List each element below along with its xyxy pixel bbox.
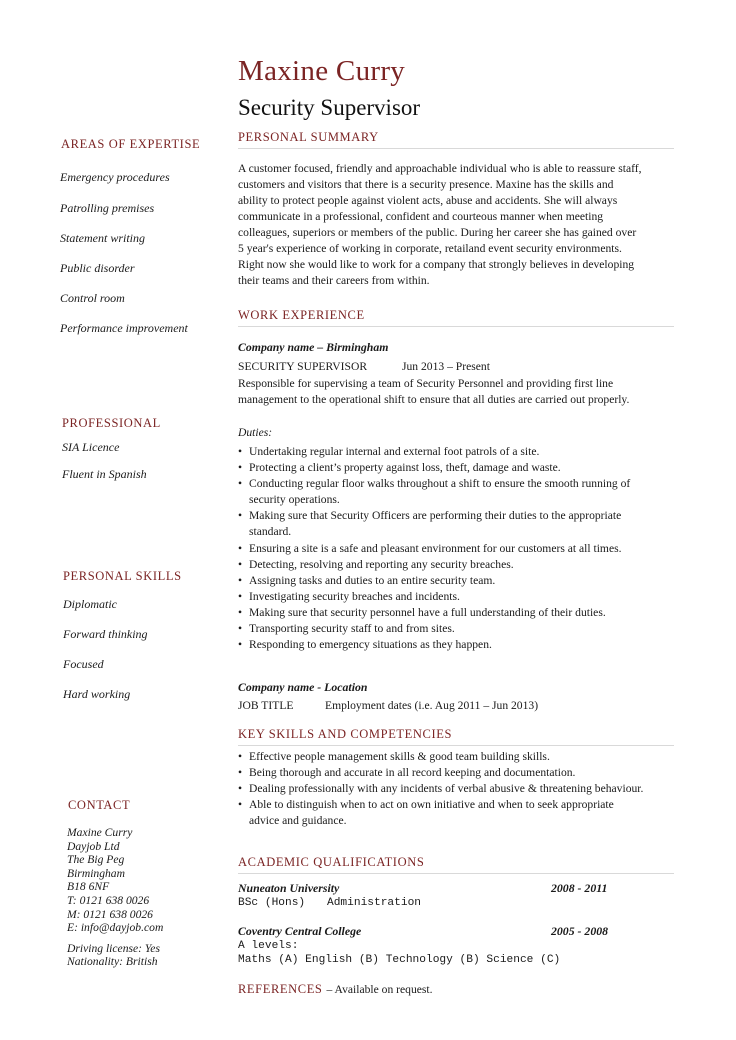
contact-line: B18 6NF [67, 880, 110, 894]
key-skills-heading: KEY SKILLS AND COMPETENCIES [238, 727, 453, 741]
job1-dates: Jun 2013 – Present [402, 360, 490, 373]
candidate-title: Security Supervisor [238, 95, 421, 120]
list-item: • Assigning tasks and duties to an entire security team. [238, 573, 678, 589]
list-item: • Being thorough and accurate in all record keeping and documentation. [238, 765, 678, 781]
college-name: Coventry Central College [238, 924, 362, 938]
key-skills-list [238, 749, 678, 829]
job1-company: Company name – Birmingham [238, 340, 389, 354]
list-item: • Making sure that Security Officers are performing their duties to the appropriate standard. [238, 508, 678, 540]
skill-item: Forward thinking [63, 627, 148, 641]
a-levels-label: A levels: [238, 940, 299, 952]
list-item: • Investigating security breaches and incidents. [238, 589, 678, 605]
summary-text [238, 161, 668, 289]
expertise-item: Public disorder [60, 261, 135, 275]
list-item: • Able to distinguish when to act on own initiative and when to seek appropriate advice and guidance. [238, 797, 678, 829]
references-heading: REFERENCES [238, 982, 323, 996]
contact-phone: T: 0121 638 0026 [67, 893, 150, 907]
university-subject: Administration [327, 897, 421, 909]
contact-mobile: M: 0121 638 0026 [67, 907, 153, 921]
driving-license: Driving license: Yes [67, 941, 160, 955]
divider [238, 326, 674, 327]
summary-line: their teams and their careers from within. [238, 274, 430, 287]
university-degree: BSc (Hons) [238, 897, 306, 909]
candidate-name: Maxine Curry [238, 55, 406, 87]
summary-line: Right now she would like to work for a company that strongly believes in developing [238, 258, 635, 271]
divider [238, 873, 674, 874]
contact-line: Birmingham [67, 866, 125, 880]
job2-role: JOB TITLE [238, 699, 294, 712]
academic-heading: ACADEMIC QUALIFICATIONS [238, 855, 425, 869]
list-item: • Transporting security staff to and from sites. [238, 621, 678, 637]
expertise-heading: AREAS OF EXPERTISE [61, 137, 201, 151]
job1-description [238, 376, 668, 408]
professional-item: Fluent in Spanish [62, 467, 147, 481]
list-item: • Detecting, resolving and reporting any security breaches. [238, 557, 678, 573]
job1-role: SECURITY SUPERVISOR [238, 360, 368, 373]
work-experience-heading: WORK EXPERIENCE [238, 308, 365, 322]
references-text: – Available on request. [326, 983, 433, 996]
skill-item: Diplomatic [63, 597, 117, 611]
job2-company: Company name - Location [238, 680, 368, 694]
list-item: • Dealing professionally with any incidents of verbal abusive & threatening behaviour. [238, 781, 678, 797]
summary-line: customers and visitors that there is a security presence. Maxine has the skills and [238, 178, 614, 191]
university-years: 2008 - 2011 [551, 881, 608, 895]
skill-item: Focused [63, 657, 104, 671]
summary-heading: PERSONAL SUMMARY [238, 130, 379, 144]
nationality: Nationality: British [67, 955, 158, 969]
list-item: • Conducting regular floor walks throughout a shift to ensure the smooth running of security operations. [238, 476, 678, 508]
list-item: • Protecting a client’s property against loss, theft, damage and waste. [238, 460, 678, 476]
list-item: • Making sure that security personnel have a full understanding of their duties. [238, 605, 678, 621]
expertise-item: Performance improvement [60, 321, 188, 335]
a-levels-subjects: Maths (A) English (B) Technology (B) Science (C) [238, 954, 561, 966]
list-item: • Undertaking regular internal and external foot patrols of a site. [238, 444, 678, 460]
summary-line: colleagues, superiors or members of the public. During her career she has gained over [238, 226, 637, 239]
contact-line: Dayjob Ltd [67, 839, 120, 853]
contact-line: The Big Peg [67, 853, 125, 867]
list-item: • Responding to emergency situations as they happen. [238, 637, 678, 653]
college-years: 2005 - 2008 [551, 924, 609, 938]
expertise-item: Emergency procedures [60, 170, 170, 184]
expertise-item: Statement writing [60, 231, 145, 245]
personal-skills-heading: PERSONAL SKILLS [63, 569, 182, 583]
professional-item: SIA Licence [62, 440, 120, 454]
expertise-item: Patrolling premises [60, 201, 155, 215]
divider [238, 745, 674, 746]
job2-dates: Employment dates (i.e. Aug 2011 – Jun 2013) [325, 699, 539, 712]
contact-block [67, 826, 163, 969]
expertise-item: Control room [60, 291, 125, 305]
duties-label: Duties: [238, 426, 273, 439]
references-line [238, 980, 433, 998]
summary-line: 5 year's experience of working in corporate, retailand event security environments. [238, 242, 622, 255]
summary-line: A customer focused, friendly and approachable individual who is able to reassure staff, [238, 162, 642, 175]
duties-list [238, 444, 678, 653]
description-line: Responsible for supervising a team of Security Personnel and providing first line [238, 377, 614, 390]
contact-email: E: info@dayjob.com [67, 921, 164, 935]
list-item: • Effective people management skills & good team building skills. [238, 749, 678, 765]
contact-heading: CONTACT [68, 798, 131, 812]
summary-line: ability to protect people against violent acts, abuse and accidents. She will always [238, 194, 618, 207]
divider [238, 148, 674, 149]
description-line: management to the operational shift to ensure that all duties are carried out properly. [238, 393, 630, 406]
skill-item: Hard working [63, 687, 131, 701]
university-name: Nuneaton University [238, 881, 340, 895]
contact-line: Maxine Curry [67, 826, 133, 839]
professional-heading: PROFESSIONAL [62, 416, 161, 430]
list-item: • Ensuring a site is a safe and pleasant environment for our customers at all times. [238, 541, 678, 557]
summary-line: communicate in a professional, confident and courteous manner when meeting [238, 210, 604, 223]
